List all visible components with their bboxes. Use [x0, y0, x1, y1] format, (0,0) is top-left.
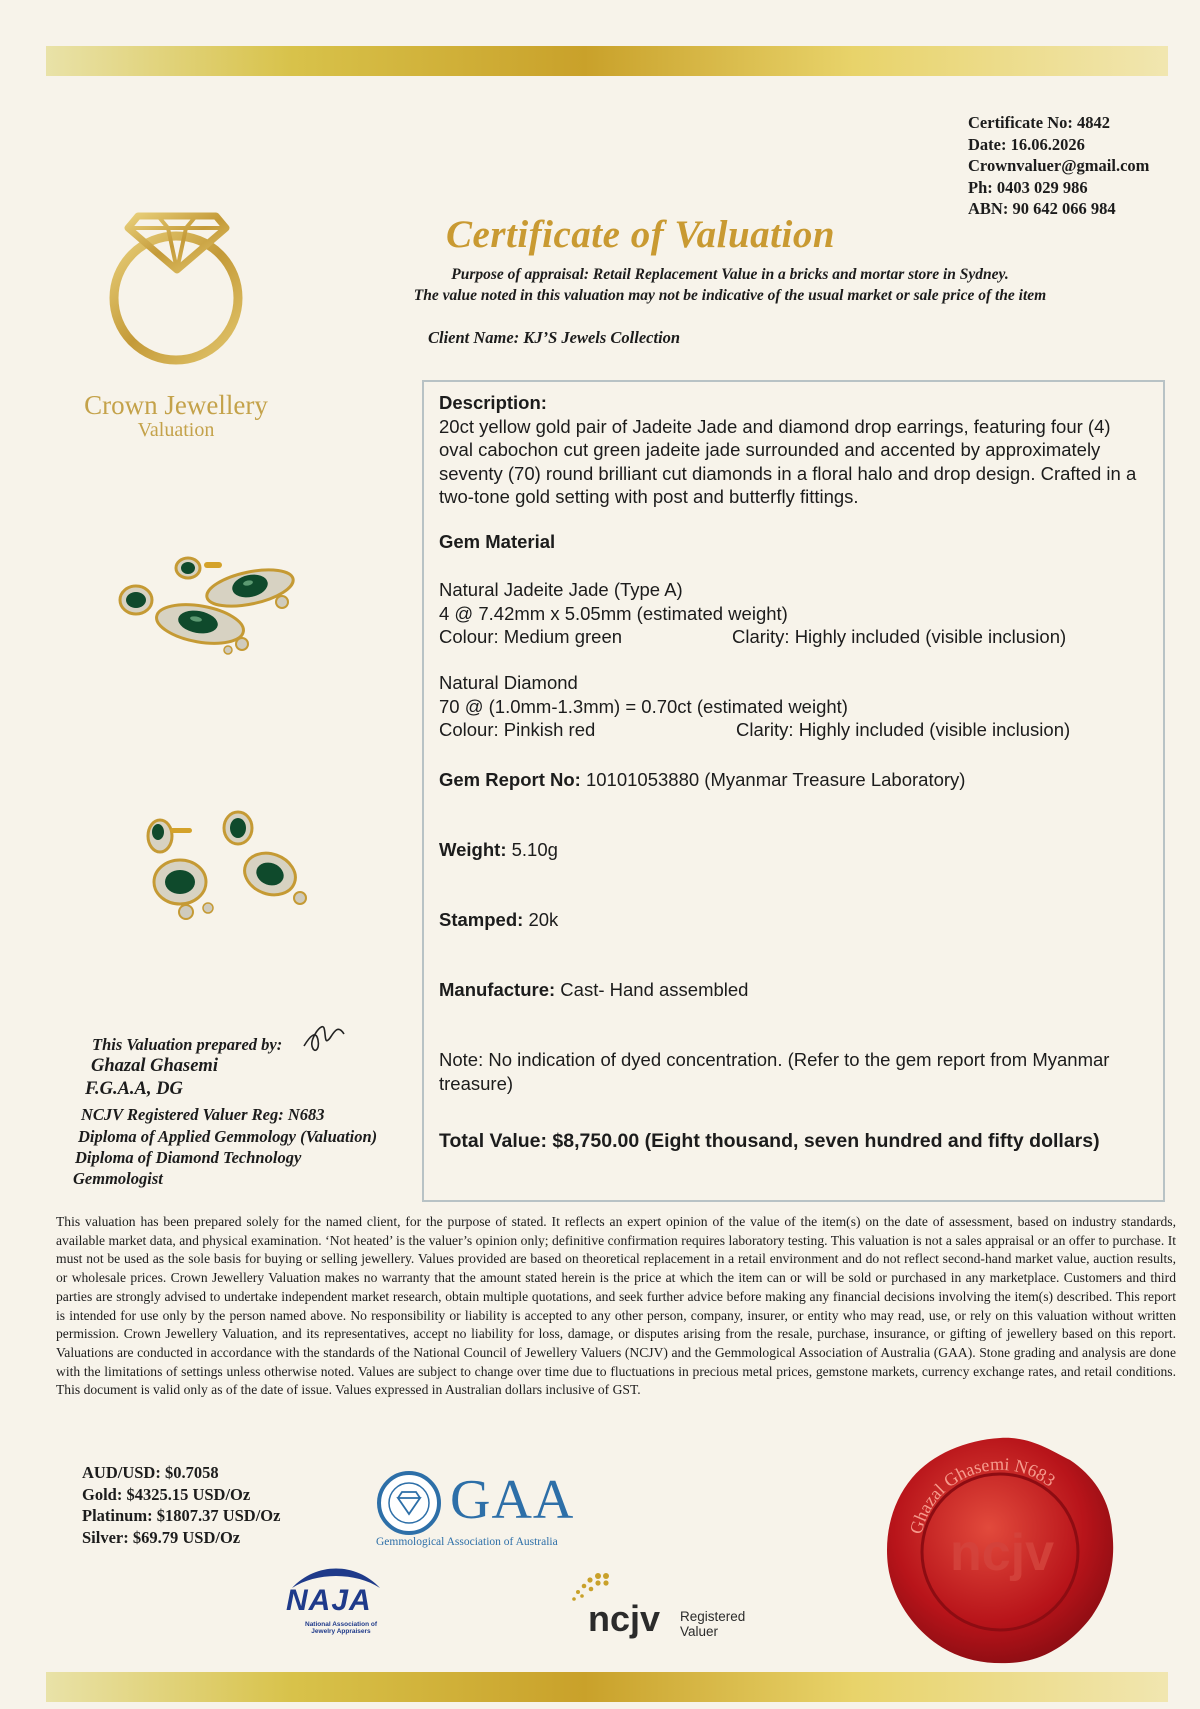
- seal-ncjv-mark: ncjv: [950, 1524, 1055, 1582]
- certificate-abn: ABN: 90 642 066 984: [968, 199, 1116, 218]
- earrings-photo-2: [140, 806, 320, 926]
- weight: [439, 838, 1149, 862]
- weight-label: Weight:: [439, 839, 507, 860]
- diamond-measure: 70 @ (1.0mm-1.3mm) = 0.70ct (estimated weight): [439, 695, 848, 717]
- total-value: [439, 1130, 1149, 1154]
- gem-material-label: Gem Material: [439, 531, 556, 552]
- description-text: 20ct yellow gold pair of Jadeite Jade and diamond drop earrings, featuring four (4) oval cabochon cut green jadeite jade surrounded and accented by approximately seventy (70) round brilliant cut diamonds in a floral halo and drop design. Crafted in a two-tone gold setting with post and butterfly fittings.: [439, 415, 1137, 507]
- description-box: [422, 380, 1165, 1202]
- naja-logo-text: NAJA: [286, 1584, 372, 1617]
- purpose-line-1: Purpose of appraisal: Retail Replacement Value in a bricks and mortar store in Sydney.: [451, 266, 1009, 283]
- certificate-number: Certificate No: 4842: [968, 113, 1111, 132]
- rate-gold: Gold: $4325.15 USD/Oz: [82, 1484, 251, 1504]
- jade-name: Natural Jadeite Jade (Type A): [439, 579, 683, 600]
- brand-name: Crown Jewellery: [84, 390, 268, 420]
- rate-aud-usd: AUD/USD: $0.7058: [82, 1463, 219, 1482]
- naja-subtitle: National Association of Jewelry Appraisers: [305, 1621, 377, 1635]
- preparer-credentials: F.G.A.A, DG: [85, 1079, 183, 1099]
- bottom-gold-bar: [46, 1672, 1168, 1702]
- earrings-photo-1: [110, 548, 310, 658]
- gem-report-label: Gem Report No:: [439, 769, 581, 790]
- total-label: Total Value:: [439, 1130, 547, 1152]
- signature-icon: [300, 1016, 350, 1058]
- jade-clarity: Clarity: Highly included (visible inclusion): [732, 626, 1067, 647]
- certificate-date: Date: 16.06.2026: [968, 134, 1085, 154]
- purpose-line-2: The value noted in this valuation may not be indicative of the usual market or sale price of the item: [413, 287, 1047, 304]
- jade-section: [439, 578, 1149, 649]
- top-gold-bar: [46, 46, 1168, 76]
- diamond-colour: Colour: Pinkish red: [439, 719, 596, 740]
- manufacture: [439, 978, 1149, 1002]
- manufacture-label: Manufacture:: [439, 979, 556, 1000]
- stamped-label: Stamped:: [439, 909, 524, 930]
- total-amount: $8,750.00 (Eight thousand, seven hundred and fifty dollars): [552, 1130, 1100, 1152]
- preparer-diploma-2: Diploma of Diamond Technology: [75, 1148, 302, 1167]
- gaa-logo-text: GAA: [450, 1469, 575, 1531]
- weight-value: 5.10g: [511, 839, 558, 860]
- wax-seal-icon: [880, 1430, 1120, 1670]
- stamped: [439, 908, 1149, 932]
- diamond-name: Natural Diamond: [439, 672, 578, 693]
- ncjv-registered-valuer: Registered Valuer: [680, 1609, 746, 1639]
- jade-colour: Colour: Medium green: [439, 626, 623, 647]
- brand-sub: Valuation: [137, 419, 215, 441]
- jade-measure: 4 @ 7.42mm x 5.05mm (estimated weight): [439, 602, 788, 624]
- diamond-section: [439, 671, 1149, 742]
- gaa-emblem-icon: [374, 1470, 444, 1536]
- description-label: Description:: [439, 392, 547, 413]
- diamond-clarity: Clarity: Highly included (visible inclusion): [736, 719, 1071, 740]
- client-name: Client Name: KJ’S Jewels Collection: [428, 328, 681, 347]
- page-title: Certificate of Valuation: [446, 213, 836, 256]
- brand-logo: [56, 390, 296, 442]
- certificate-phone: Ph: 0403 029 986: [968, 177, 1088, 197]
- preparer-role: Gemmologist: [73, 1169, 163, 1188]
- stamped-value: 20k: [528, 909, 559, 930]
- prepared-by: This Valuation prepared by:: [92, 1035, 283, 1054]
- preparer-diploma-1: Diploma of Applied Gemmology (Valuation): [78, 1127, 378, 1146]
- rate-silver: Silver: $69.79 USD/Oz: [82, 1527, 241, 1547]
- note: Note: No indication of dyed concentration. (Refer to the gem report from Myanmar treasure): [439, 1049, 1110, 1094]
- rate-platinum: Platinum: $1807.37 USD/Oz: [82, 1506, 281, 1525]
- description-section: [439, 391, 1149, 509]
- certificate-info: [968, 112, 1149, 220]
- metal-rates: [82, 1462, 280, 1548]
- manufacture-value: Cast- Hand assembled: [560, 979, 749, 1000]
- preparer-name: Ghazal Ghasemi: [91, 1056, 218, 1076]
- certificate-email: Crownvaluer@gmail.com: [968, 156, 1150, 175]
- disclaimer-text: This valuation has been prepared solely for the named client, for the purpose of stated. It reflects an expert opinion of the value of the item(s) on the date of assessment, based on industry standards, available market data, and physical examination. ‘Not heated’ is the valuer’s opinion only; definitive confirmation requires laboratory testing. This valuation is not a sales appraisal or an offer to purchase. It must not be used as the sole basis for buying or selling jewellery. Values provided are based on theoretical replacement in a retail environment and do not reflect second-hand market value, auction results, or wholesale prices. Crown Jewellery Valuation makes no warranty that the amount stated herein is the price at which the item can or will be sold or purchased in any marketplace. Customers and third parties are strongly advised to undertake independent market research, obtain multiple quotations, and seek further advice before making any financial decisions involving the item(s) described. This report is intended for use only by the person named above. No responsibility or liability is accepted to any other person, company, insurer, or entity who may read, use, or rely on this valuation without written permission. Crown Jewellery Valuation, and its representatives, accept no liability for loss, damage, or disputes arising from the resale, purchase, insurance, or gifting of jewellery based on this report. Valuations are conducted in accordance with the standards of the National Council of Jewellery Valuers (NCJV) and the Gemmological Association of Australia (GAA). Stone grading and analysis are done with the limitations of settings unless otherwise noted. Values are subject to change over time due to fluctuations in precious metal prices, gemstone markets, currency exchange rates, and retail conditions. This document is valid only as of the date of issue. Values expressed in Australian dollars inclusive of GST.: [56, 1214, 1176, 1398]
- gaa-subtitle: Gemmological Association of Australia: [376, 1536, 558, 1548]
- seal-text: Ghazal Ghasemi N683: [905, 1453, 1060, 1537]
- preparer-registration: NCJV Registered Valuer Reg: N683: [81, 1105, 325, 1124]
- ncjv-logo-text: ncjv: [588, 1598, 661, 1639]
- gem-report-value: 10101053880 (Myanmar Treasure Laboratory): [585, 769, 966, 790]
- ring-logo-icon: [98, 198, 258, 373]
- gem-report: [439, 768, 1149, 792]
